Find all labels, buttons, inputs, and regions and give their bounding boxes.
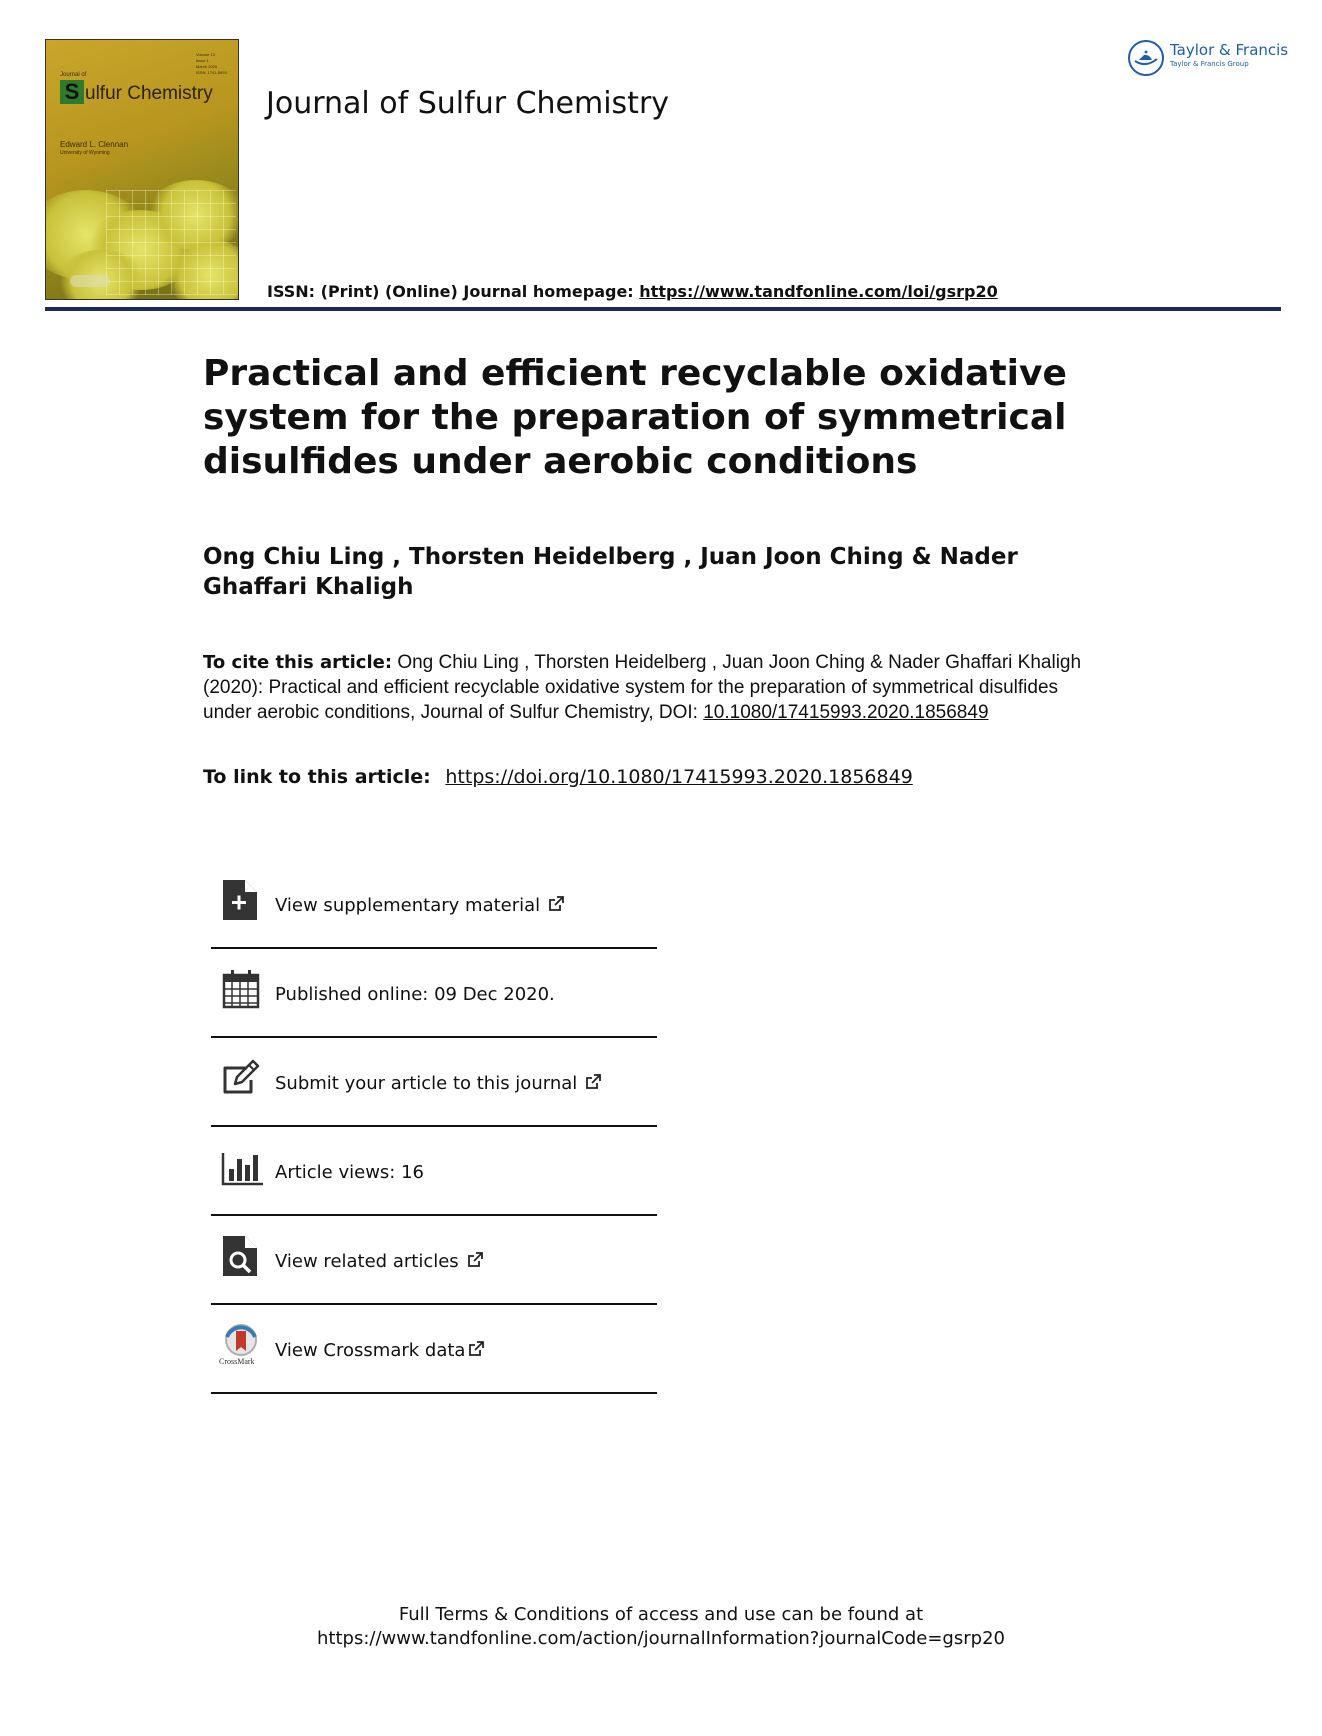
- article-actions: [211, 860, 657, 1394]
- crossmark-row[interactable]: [211, 1305, 657, 1394]
- submit-article-row[interactable]: [211, 1038, 657, 1127]
- crossmark-caption: CrossMark: [219, 1357, 255, 1366]
- crossmark-link[interactable]: View Crossmark data: [275, 1340, 466, 1361]
- cover-small-title: Journal of: [60, 72, 87, 78]
- header-divider: [45, 307, 1281, 311]
- bar-chart-icon: [221, 1145, 261, 1189]
- article-views-row: [211, 1127, 657, 1216]
- citation-block: [203, 650, 1103, 725]
- cover-meta-line: Volume 13: [196, 52, 215, 57]
- article-link-label: To link to this article:: [203, 766, 438, 788]
- external-link-icon: [467, 1340, 485, 1363]
- related-articles-link[interactable]: View related articles: [275, 1251, 459, 1272]
- publisher-name: Taylor & Francis: [1170, 41, 1289, 59]
- publisher-subname: Taylor & Francis Group: [1170, 60, 1249, 68]
- terms-footer: [0, 1603, 1322, 1651]
- edit-icon: [221, 1056, 261, 1100]
- cover-meta: [196, 52, 232, 76]
- journal-title: Journal of Sulfur Chemistry: [266, 86, 670, 121]
- article-title: Practical and efficient recyclable oxidative system for the preparation of symmetrical disulfides under aerobic conditions: [203, 353, 1067, 482]
- article-link-line: [203, 766, 913, 788]
- issn-label: ISSN: (Print) (Online) Journal homepage:: [267, 282, 640, 301]
- cover-meta-line: ISSN: 1741-5993: [196, 70, 227, 75]
- article-views-text: Article views: 16: [275, 1162, 424, 1183]
- article-authors: Ong Chiu Ling , Thorsten Heidelberg , Juan Joon Ching & Nader Ghaffari Khaligh: [203, 544, 1018, 600]
- submit-article-link[interactable]: Submit your article to this journal: [275, 1073, 578, 1094]
- terms-footer-url[interactable]: https://www.tandfonline.com/action/journalInformation?journalCode=gsrp20: [317, 1628, 1005, 1649]
- cover-editor: Edward L. Clennan: [60, 140, 129, 149]
- article-doi-link[interactable]: https://doi.org/10.1080/17415993.2020.1856849: [445, 766, 913, 788]
- publisher-logo[interactable]: [1128, 38, 1289, 78]
- cover-title-initial: S: [60, 80, 84, 104]
- journal-cover: [45, 39, 239, 300]
- cover-title-rest: ulfur Chemistry: [85, 83, 213, 104]
- cover-publisher-logo: [70, 275, 110, 287]
- journal-homepage-link[interactable]: https://www.tandfonline.com/loi/gsrp20: [639, 282, 998, 301]
- cover-title: [60, 80, 213, 105]
- cover-meta-line: Issue 1: [196, 58, 209, 63]
- published-online-text: Published online: 09 Dec 2020.: [275, 984, 555, 1005]
- citation-doi-link[interactable]: 10.1080/17415993.2020.1856849: [703, 702, 989, 723]
- calendar-icon: [221, 967, 261, 1011]
- external-link-icon: [466, 1251, 484, 1274]
- supplementary-material-row[interactable]: [211, 860, 657, 949]
- citation-text: Ong Chiu Ling , Thorsten Heidelberg , Juan Joon Ching & Nader Ghaffari Khaligh (2020): Practical and efficient recyclable oxidative system for the preparation of symmetrical disulfides under aerobic conditions, Journal of Sulfur Chemistry, DOI:: [203, 652, 1082, 723]
- add-file-icon: [221, 878, 261, 922]
- crossmark-icon: [221, 1323, 261, 1367]
- cover-affiliation: University of Wyoming: [60, 150, 110, 156]
- publisher-lamp-icon: [1128, 40, 1164, 76]
- supplementary-material-link[interactable]: View supplementary material: [275, 895, 541, 916]
- external-link-icon: [547, 895, 565, 918]
- citation-label: To cite this article:: [203, 652, 393, 673]
- related-articles-row[interactable]: [211, 1216, 657, 1305]
- terms-footer-line: Full Terms & Conditions of access and use can be found at: [398, 1604, 924, 1625]
- cover-grid: [106, 190, 236, 295]
- issn-line: [267, 282, 998, 301]
- cover-meta-line: March 2020: [196, 64, 218, 69]
- external-link-icon: [584, 1073, 602, 1096]
- published-online-row: [211, 949, 657, 1038]
- search-file-icon: [221, 1234, 261, 1278]
